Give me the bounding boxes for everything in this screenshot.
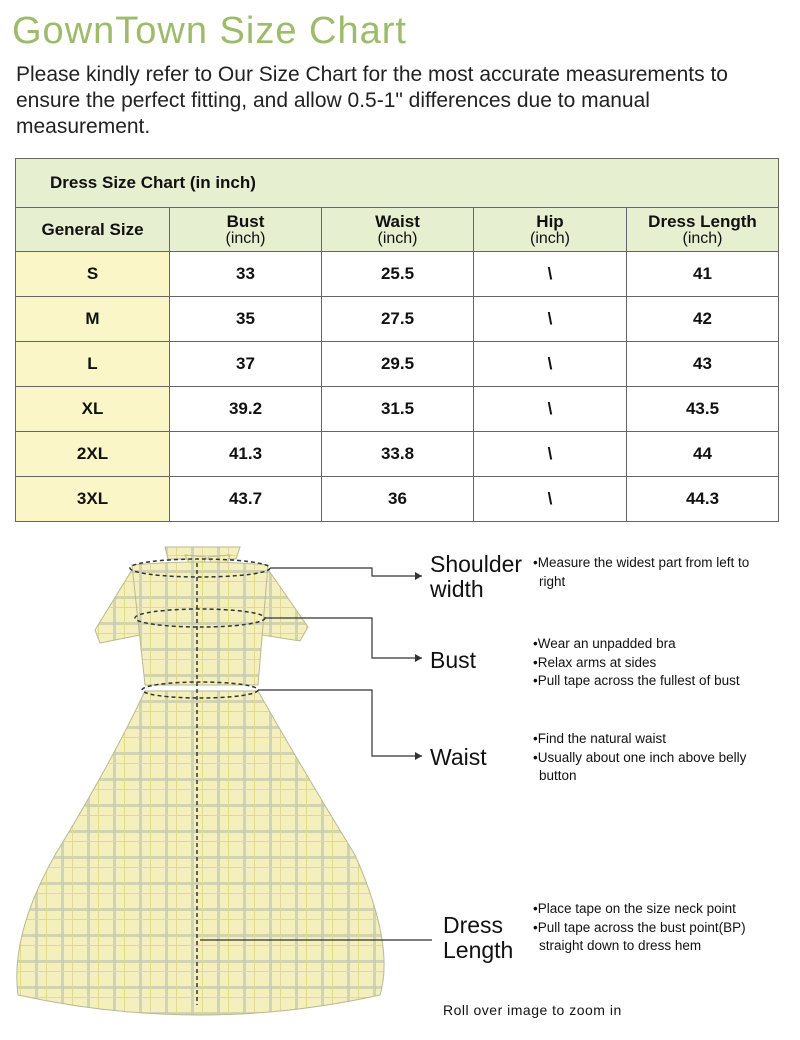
shoulder-notes: •Measure the widest part from left to right (533, 555, 750, 589)
skirt (17, 691, 384, 1015)
shoulder-width-label: Shoulder width (430, 551, 523, 602)
dress-illustration (0, 535, 800, 1040)
cell-dress-length: 42 (627, 297, 779, 342)
cell-dress-length: 41 (627, 252, 779, 297)
header-bust: Bust (inch) (170, 208, 322, 252)
bust-label: Bust (430, 647, 477, 673)
measurement-diagram (0, 535, 800, 1040)
cell-hip: \ (474, 432, 627, 477)
dress-length-notes: •Place tape on the size neck point •Pull tape across the bust point(BP) straight down to dress hem (533, 901, 746, 953)
cell-bust: 33 (170, 252, 322, 297)
cell-size: M (16, 297, 170, 342)
cell-waist: 25.5 (322, 252, 474, 297)
right-sleeve (262, 565, 308, 641)
dress-length-label: Dress Length (443, 912, 514, 963)
cell-dress-length: 43.5 (627, 387, 779, 432)
size-chart-table (15, 158, 779, 522)
table-row (16, 387, 779, 432)
cell-size: 2XL (16, 432, 170, 477)
cell-waist: 29.5 (322, 342, 474, 387)
cell-bust: 41.3 (170, 432, 322, 477)
table-row (16, 477, 779, 522)
table-caption: Dress Size Chart (in inch) (16, 159, 779, 208)
header-waist: Waist (inch) (322, 208, 474, 252)
table-header-row (16, 208, 779, 252)
cell-bust: 43.7 (170, 477, 322, 522)
bust-notes: •Wear an unpadded bra •Relax arms at sides •Pull tape across the fullest of bust (533, 636, 740, 688)
table-caption-row (16, 159, 779, 208)
cell-hip: \ (474, 387, 627, 432)
cell-hip: \ (474, 297, 627, 342)
table-row (16, 342, 779, 387)
cell-size: 3XL (16, 477, 170, 522)
cell-dress-length: 44 (627, 432, 779, 477)
page-title: GownTown Size Chart (12, 10, 407, 52)
cell-waist: 31.5 (322, 387, 474, 432)
waist-label: Waist (430, 744, 487, 770)
cell-bust: 37 (170, 342, 322, 387)
cell-dress-length: 43 (627, 342, 779, 387)
cell-waist: 27.5 (322, 297, 474, 342)
cell-hip: \ (474, 477, 627, 522)
zoom-hint: Roll over image to zoom in (443, 1002, 622, 1018)
cell-size: S (16, 252, 170, 297)
waist-notes: •Find the natural waist •Usually about one inch above belly button (533, 731, 747, 783)
intro-text: Please kindly refer to Our Size Chart for the most accurate measurements to ensure the perfect fitting, and allow 0.5-1" differences due to manual measurement. (16, 63, 728, 138)
cell-hip: \ (474, 252, 627, 297)
table-row (16, 252, 779, 297)
cell-size: L (16, 342, 170, 387)
cell-size: XL (16, 387, 170, 432)
cell-bust: 35 (170, 297, 322, 342)
header-dress-length: Dress Length (inch) (627, 208, 779, 252)
header-hip: Hip (inch) (474, 208, 627, 252)
cell-dress-length: 44.3 (627, 477, 779, 522)
cell-bust: 39.2 (170, 387, 322, 432)
header-general-size: General Size (16, 208, 170, 252)
table-row (16, 432, 779, 477)
table-row (16, 297, 779, 342)
cell-waist: 36 (322, 477, 474, 522)
cell-waist: 33.8 (322, 432, 474, 477)
cell-hip: \ (474, 342, 627, 387)
